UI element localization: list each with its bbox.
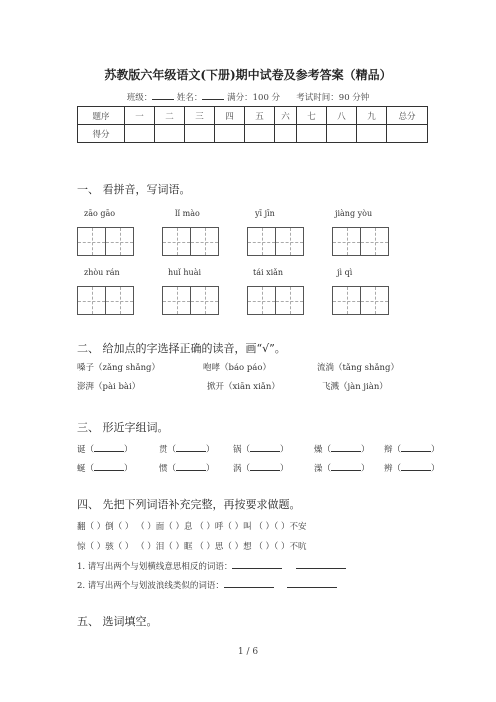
class-blank (152, 91, 174, 100)
score-cell: 题序 (78, 107, 125, 125)
pinyin: jiàng yòu (335, 209, 373, 218)
answer-blank[interactable] (250, 462, 280, 471)
writing-grid[interactable] (332, 286, 389, 315)
word: 飞溅（ (322, 382, 348, 392)
bracket: ） (262, 363, 271, 373)
answer-blank[interactable] (331, 443, 361, 452)
score-input[interactable] (275, 125, 297, 143)
reading-choice-row (207, 380, 280, 392)
reading-choice-row (317, 361, 399, 373)
answer-blank[interactable] (296, 560, 346, 569)
character: 蜒 (77, 464, 86, 474)
score-cell: 八 (327, 107, 357, 125)
character: 贯 (159, 445, 168, 455)
answer-blank[interactable] (176, 443, 206, 452)
pinyin-options[interactable]: pài bài (102, 382, 132, 392)
writing-grid[interactable] (162, 286, 219, 315)
word-row: 涡（ ） (233, 464, 289, 474)
score-cell: 七 (297, 107, 327, 125)
answer-blank[interactable] (232, 560, 282, 569)
pinyin: jì qì (337, 268, 353, 277)
score-input[interactable] (245, 125, 275, 143)
pinyin: huǐ huài (168, 268, 202, 277)
pinyin-options[interactable]: zǎng shǎng (102, 363, 152, 373)
reading-choice-row (77, 380, 140, 392)
word: 掀开（ (207, 382, 233, 392)
answer-blank[interactable] (176, 462, 206, 471)
word-row: 贯（ ） (159, 445, 215, 455)
word-row: 澡（ ） (314, 464, 370, 474)
question-2 (77, 579, 337, 591)
pinyin: lǐ mào (175, 209, 200, 218)
score-table (77, 106, 428, 143)
bracket: ） (379, 382, 388, 392)
pinyin-options[interactable]: jàn jiàn (347, 382, 380, 392)
question-text: 2. 请写出两个与划波浪线类似的词语： (77, 581, 224, 591)
score-cell: 四 (215, 107, 245, 125)
answer-blank[interactable] (224, 579, 274, 588)
score-cell: 六 (275, 107, 297, 125)
character: 惯 (159, 464, 168, 474)
section-5-heading: 五、 选词填空。 (77, 615, 158, 628)
section-1-heading: 一、 看拼音，写词语。 (77, 183, 191, 196)
writing-grid[interactable] (162, 227, 219, 256)
section-2-heading: 二、 给加点的字选择正确的读音，画“√”。 (77, 342, 286, 355)
pinyin: zhòu rán (84, 268, 120, 277)
word-row: 辨（ ） (384, 464, 440, 474)
writing-grid[interactable] (247, 227, 304, 256)
class-label: 班级： (126, 93, 153, 103)
pinyin: yī jīn (255, 209, 275, 218)
character: 燥 (314, 445, 323, 455)
word-row: 锅（ ） (233, 445, 289, 455)
answer-blank[interactable] (401, 443, 431, 452)
score-cell: 三 (185, 107, 215, 125)
answer-blank[interactable] (287, 579, 337, 588)
answer-blank[interactable] (94, 443, 124, 452)
word: 咆哮（ (203, 363, 229, 373)
answer-blank[interactable] (401, 462, 431, 471)
word-row: 燥（ ） (314, 445, 370, 455)
pinyin-options[interactable]: báo páo (228, 363, 263, 373)
exam-time: 考试时间：90 分钟 (296, 93, 370, 103)
bracket: ） (390, 363, 399, 373)
word-row: 辩（ ） (384, 445, 440, 455)
bracket: ） (151, 363, 161, 373)
character: 诞 (77, 445, 86, 455)
section-4-heading: 四、 先把下列词语补充完整，再按要求做题。 (77, 498, 301, 511)
writing-grid[interactable] (247, 286, 304, 315)
character: 锅 (233, 445, 242, 455)
word: 流淌（ (317, 363, 343, 373)
score-value-row (78, 125, 428, 143)
bracket: ） (131, 382, 141, 392)
full-score: 满分：100 分 (227, 93, 281, 103)
score-input[interactable] (215, 125, 245, 143)
score-cell: 总分 (387, 107, 428, 125)
score-cell: 九 (357, 107, 387, 125)
writing-grid[interactable] (77, 227, 134, 256)
question-1 (77, 560, 346, 572)
answer-blank[interactable] (94, 462, 124, 471)
word: 澎湃（ (77, 382, 103, 392)
score-input[interactable] (297, 125, 327, 143)
pinyin: zāo gāo (84, 209, 116, 218)
character: 辩 (384, 445, 393, 455)
reading-choice-row (322, 380, 388, 392)
answer-blank[interactable] (331, 462, 361, 471)
word-row: 蜒（ ） (77, 464, 133, 474)
character: 澡 (314, 464, 323, 474)
word-row: 诞（ ） (77, 445, 133, 455)
word-row: 惯（ ） (159, 464, 215, 474)
writing-grid[interactable] (332, 227, 389, 256)
answer-blank[interactable] (250, 443, 280, 452)
score-input[interactable] (185, 125, 215, 143)
score-input[interactable] (327, 125, 357, 143)
bracket: ） (271, 382, 280, 392)
idiom-row[interactable]: 翻（ ）倒（ ） （ ）面（ ）息 （ ）呼（ ）叫 （ ）（ ）不安 (77, 522, 307, 532)
question-text: 1. 请写出两个与划横线意思相反的词语： (77, 562, 233, 572)
pinyin-options[interactable]: xiān xiǎn (232, 382, 272, 392)
name-blank (202, 91, 224, 100)
idiom-row[interactable]: 惊（ ）骇（ ） （ ）泪（ ）眶 （ ）思（ ）想 （ ）（ ）不吭 (77, 542, 307, 552)
name-label: 姓名： (176, 93, 203, 103)
character: 涡 (233, 464, 242, 474)
score-cell: 一 (125, 107, 155, 125)
word: 嗓子（ (77, 363, 103, 373)
reading-choice-row (77, 361, 160, 373)
score-input[interactable] (155, 125, 185, 143)
reading-choice-row (203, 361, 271, 373)
page-number: 1 / 6 (237, 647, 259, 657)
character: 辨 (384, 464, 393, 474)
section-3-heading: 三、 形近字组词。 (77, 421, 169, 434)
pinyin-options[interactable]: tǎng shǎng (342, 363, 391, 373)
page-title: 苏教版六年级语文(下册)期中试卷及参考答案（精品） (104, 68, 392, 82)
pinyin: tái xiǎn (253, 268, 284, 277)
writing-grid[interactable] (77, 286, 134, 315)
score-cell: 五 (245, 107, 275, 125)
score-input[interactable] (387, 125, 428, 143)
exam-info (0, 91, 496, 103)
score-cell: 二 (155, 107, 185, 125)
score-input[interactable] (125, 125, 155, 143)
score-cell: 得分 (78, 125, 125, 143)
score-header-row (78, 107, 428, 125)
score-input[interactable] (357, 125, 387, 143)
